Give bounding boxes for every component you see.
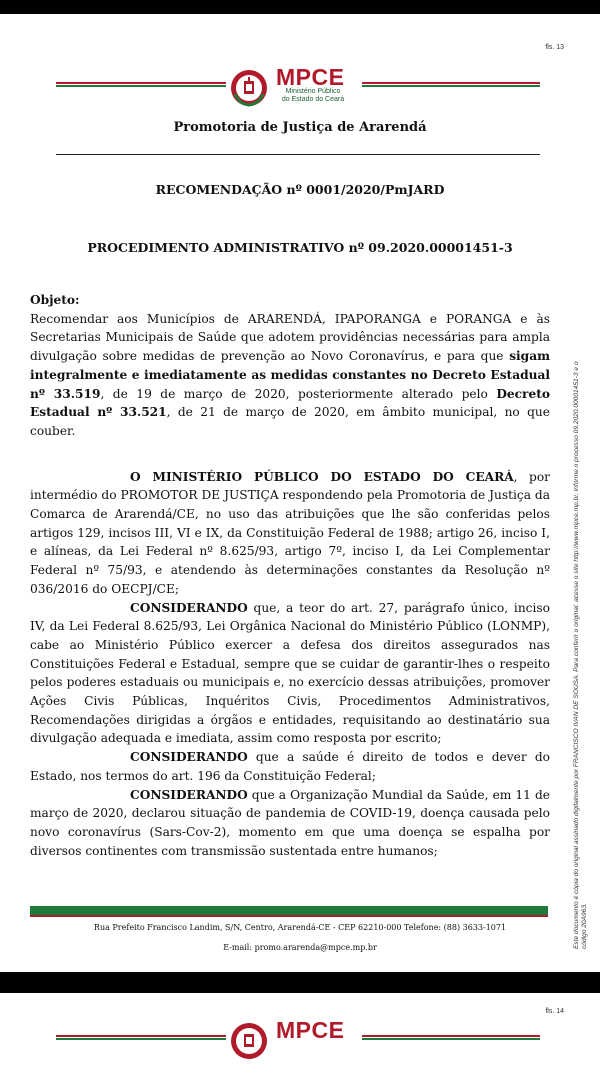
mpce-seal-icon — [229, 68, 269, 108]
letterhead-line-right — [362, 82, 540, 87]
mpce-logo-name-2: MPCE — [276, 1017, 345, 1043]
mpce-logo — [276, 66, 350, 104]
signature-note-text — [573, 44, 589, 949]
objeto-label: Objeto: — [30, 293, 80, 307]
objeto-text-2: , de 19 de março de 2020, posteriormente alterado pelo — [100, 386, 497, 401]
document-body — [30, 291, 550, 860]
mpce-logo-name: MPCE — [276, 64, 345, 90]
page-folio-2: fls. 14 — [545, 1008, 564, 1015]
footer-address: Rua Prefeito Francisco Landim, S/N, Centro, Ararendá-CE - CEP 62210-000 Telefone: (88) 3633-1071 — [93, 923, 507, 932]
considerando-label-1: CONSIDERANDO — [130, 600, 248, 615]
considerando-text-3: que a Organização Mundial da Saúde, em 11 de março de 2020, declarou situação de pandemia de COVID-19, doença causada pelo novo coronavírus (Sars-Cov-2), momento em que uma doença se espalha por diversos continentes com transmissão sustentada entre humanos; — [30, 787, 550, 858]
office-title: Promotoria de Justiça de Ararendá — [173, 120, 427, 135]
mpce-seal-icon-2 — [229, 1021, 269, 1061]
footer-email: E-mail: promo.ararenda@mpce.mp.br — [223, 943, 377, 952]
objeto-paragraph — [30, 310, 550, 441]
signature-note-line-2: código 20A963. — [581, 903, 588, 949]
letterhead — [0, 58, 600, 114]
ministerio-text: , por intermédio do PROMOTOR DE JUSTIÇA respondendo pela Promotoria de Justiça da Comarca de Ararendá/CE, no uso das atribuições que lhe são conferidas pelos artigos 129, incisos III, VI e IX, da Constituição Federal de 1988; artigo 26, inciso I, e alíneas, da Lei Federal nº 8.625/93, artigo 7º, inciso I, da Lei Complementar Federal nº 75/93, e atendendo às determinações constantes da Resolução nº 036/2016 do OECPJ/CE; — [30, 469, 550, 596]
paragraph-considerando-2 — [30, 748, 550, 785]
considerando-label-2: CONSIDERANDO — [130, 750, 248, 765]
considerando-label-3: CONSIDERANDO — [130, 787, 248, 802]
mpce-logo-subtitle-1: Ministério Público — [285, 88, 341, 95]
procedure-title: PROCEDIMENTO ADMINISTRATIVO nº 09.2020.00001451-3 — [87, 240, 513, 255]
paragraph-considerando-1 — [30, 599, 550, 749]
considerando-text-1: que, a teor do art. 27, parágrafo único, inciso IV, da Lei Federal 8.625/93, Lei Orgânica Nacional do Ministério Público (LONMP), cabe ao Ministério Público exercer a defesa dos direitos assegurados nas Constituições Federal e Estadual, sempre que se cuidar de garantir-lhes o respeito pelos poderes estaduais ou municipais e, no exercício dessas atribuições, promover Ações Civis Públicas, Inquéritos Civis, Procedimentos Administrativos, Recomendações dirigidas a órgãos e entidades, requisitando ao destinatário sua divulgação adequada e imediata, assim como resposta por escrito; — [30, 600, 550, 746]
footer-bar — [30, 906, 548, 915]
letterhead-2 — [0, 1011, 600, 1067]
objeto-text: Recomendar aos Municípios de ARARENDÁ, IPAPORANGA e PORANGA e às Secretarias Municipais de Saúde que adotem providências necessárias para ampla divulgação sobre medidas de prevenção ao Novo Coronavírus, e para que — [30, 311, 550, 364]
document-page-2 — [0, 993, 600, 1073]
letterhead-line-right-2 — [362, 1035, 540, 1040]
signature-note-line-1: Este documento é cópia do original assinado digitalmente por FRANCISCO IVAN DE SOUSA. Para conferir o original, acesse o site http://www.mpce.mp.br, informe o processo 09.2020.00001451-3 e o — [573, 361, 580, 949]
recommendation-title: RECOMENDAÇÃO nº 0001/2020/PmJARD — [155, 182, 445, 197]
page-folio: fls. 13 — [545, 44, 564, 51]
ministerio-bold: O MINISTÉRIO PÚBLICO DO ESTADO DO CEARÁ — [130, 469, 514, 484]
mpce-logo-subtitle-2: do Estado do Ceará — [281, 96, 345, 103]
paragraph-considerando-3 — [30, 786, 550, 861]
objeto-bold-decree-1: sigam integralmente e imediatamente as medidas constantes no Decreto Estadual nº 33.519 — [30, 349, 550, 401]
letterhead-line-left — [56, 82, 226, 87]
mpce-logo-2 — [276, 1019, 344, 1041]
letterhead-line-left-2 — [56, 1035, 226, 1040]
paragraph-ministerio — [30, 468, 550, 599]
objeto-bold-decree-2: Decreto Estadual nº 33.521 — [30, 386, 550, 420]
digital-signature-note — [561, 44, 588, 949]
paragraph-gap — [30, 441, 550, 468]
objeto-text-3: , de 21 de março de 2020, em âmbito municipal, no que couber. — [30, 405, 550, 438]
considerando-text-2: que a saúde é direito de todos e dever do Estado, nos termos do art. 196 da Constituição Federal; — [30, 750, 550, 783]
document-page-1 — [0, 14, 600, 972]
header-rule — [56, 154, 540, 155]
